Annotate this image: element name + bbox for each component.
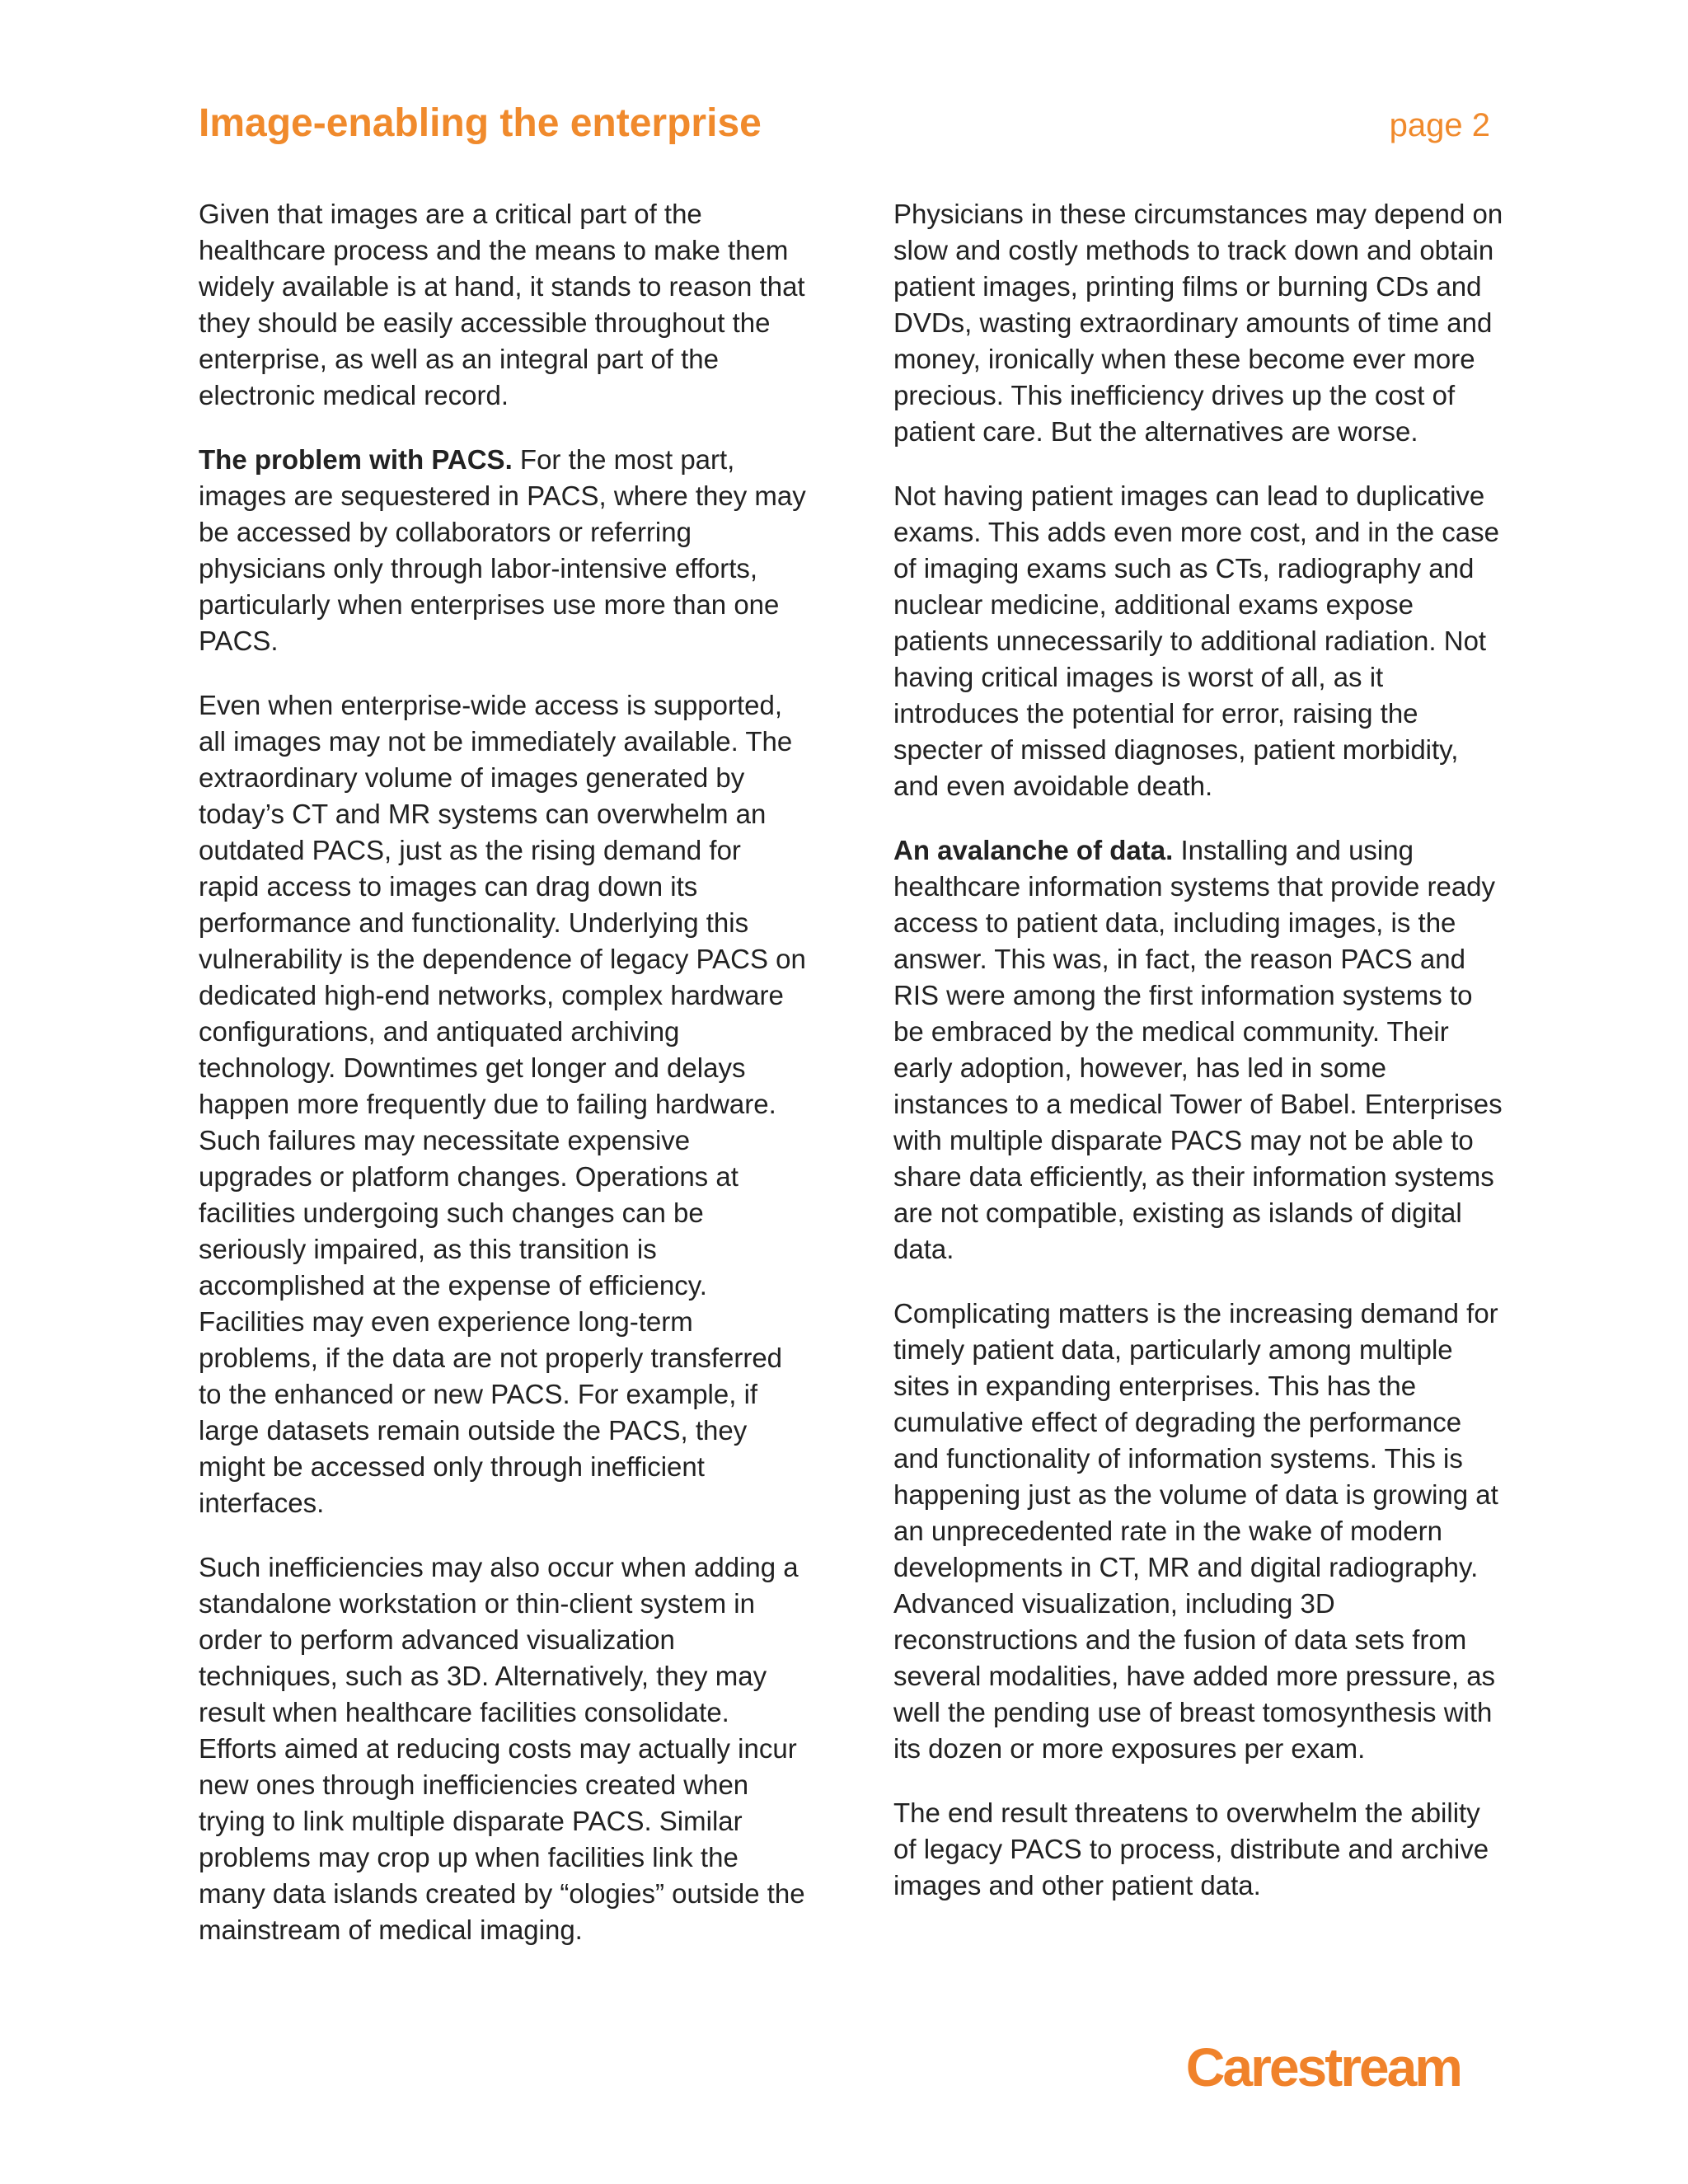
carestream-logo: Carestream: [1185, 2036, 1461, 2097]
paragraph: Physicians in these circumstances may depend on slow and costly methods to track down and obtain patient images, printing films or burning CDs and DVDs, wasting extraordinary amounts of time and money, ironically when these become ever more precious. This inefficiency drives up the cost of patient care. But the alternatives are worse.: [893, 199, 1503, 447]
paragraph: Complicating matters is the increasing demand for timely patient data, particularly among multiple sites in expanding enterprises. This has the cumulative effect of degrading the performance and functionality of information systems. This is happening just as the volume of data is growing at an unprecedented rate in the wake of modern developments in CT, MR and digital radiography. Advanced visualization, including 3D reconstructions and the fusion of data sets from several modalities, have added more pressure, as well the pending use of breast tomosynthesis with its dozen or more exposures per exam.: [893, 1298, 1498, 1764]
paragraph-avalanche-of-data: [893, 832, 1503, 1268]
right-column: [893, 196, 1503, 1932]
paragraph-body: For the most part, images are sequestered in PACS, where they may be accessed by collaborators or referring physicians only through labor-intensive efforts, particularly when enterprises use more than one PACS.: [199, 444, 806, 656]
paragraph-lead: The problem with PACS.: [199, 444, 513, 475]
paragraph-problem-with-pacs: [199, 442, 809, 659]
paragraph: Not having patient images can lead to duplicative exams. This adds even more cost, and in the case of imaging exams such as CTs, radiography and nuclear medicine, additional exams expose patients unnecessarily to additional radiation. Not having critical images is worst of all, as it introduces the potential for error, raising the specter of missed diagnoses, patient morbidity, and even avoidable death.: [893, 480, 1499, 801]
page-title: Image-enabling the enterprise: [199, 101, 762, 145]
paragraph: The end result threatens to overwhelm the ability of legacy PACS to process, distribute and archive images and other patient data.: [893, 1797, 1489, 1900]
paragraph: Given that images are a critical part of the healthcare process and the means to make them widely available is at hand, it stands to reason that they should be easily accessible throughout the enterprise, as well as an integral part of the electronic medical record.: [199, 199, 805, 410]
page-number: page 2: [1389, 107, 1490, 143]
left-column: [199, 196, 809, 1976]
paragraph: Even when enterprise-wide access is supported, all images may not be immediately available. The extraordinary volume of images generated by today’s CT and MR systems can overwhelm an outdated PACS, just as the rising demand for rapid access to images can drag down its performance and functionality. Underlying this vulnerability is the dependence of legacy PACS on dedicated high-end networks, complex hardware configurations, and antiquated archiving technology. Downtimes get longer and delays happen more frequently due to failing hardware. Such failures may necessitate expensive upgrades or platform changes. Operations at facilities undergoing such changes can be seriously impaired, as this transition is accomplished at the expense of efficiency. Facilities may even experience long-term problems, if the data are not properly transferred to the enhanced or new PACS. For example, if large datasets remain outside the PACS, they might be accessed only through inefficient interfaces.: [199, 690, 806, 1518]
paragraph-lead: An avalanche of data.: [893, 835, 1174, 865]
paragraph-body: Installing and using healthcare information systems that provide ready access to patient data, including images, is the answer. This was, in fact, the reason PACS and RIS were among the first information systems to be embraced by the medical community. Their early adoption, however, has led in some instances to a medical Tower of Babel. Enterprises with multiple disparate PACS may not be able to share data efficiently, as their information systems are not compatible, existing as islands of digital data.: [893, 835, 1503, 1264]
paragraph: Such inefficiencies may also occur when adding a standalone workstation or thin-client system in order to perform advanced visualization techniques, such as 3D. Alternatively, they may result when healthcare facilities consolidate. Efforts aimed at reducing costs may actually incur new ones through inefficiencies created when trying to link multiple disparate PACS. Similar problems may crop up when facilities link the many data islands created by “ologies” outside the mainstream of medical imaging.: [199, 1552, 805, 1945]
